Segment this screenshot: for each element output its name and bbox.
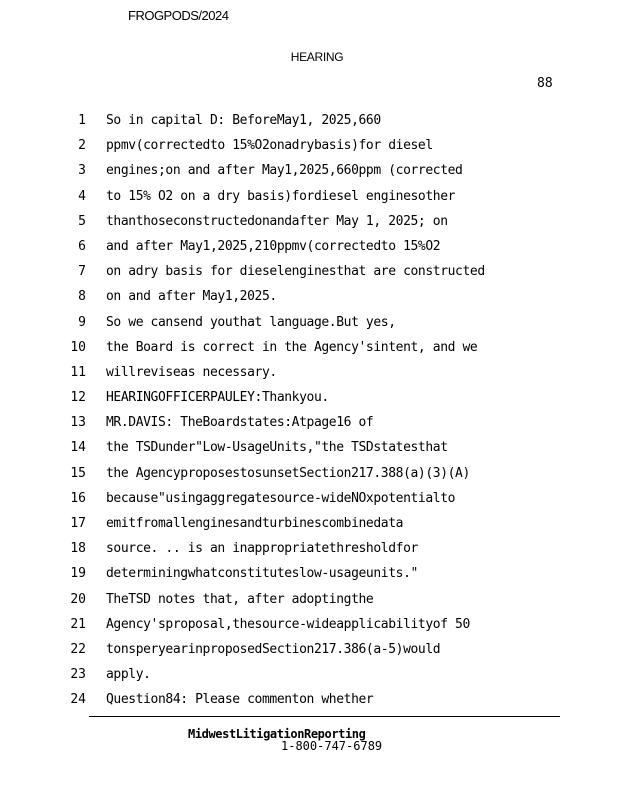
line-text: willreviseas necessary. bbox=[106, 364, 277, 380]
line-number: 10 bbox=[70, 339, 86, 355]
line-text: apply. bbox=[106, 667, 151, 683]
line-number: 6 bbox=[78, 238, 86, 254]
transcript-line bbox=[0, 263, 618, 288]
line-number: 12 bbox=[70, 390, 86, 406]
transcript-line bbox=[0, 641, 618, 666]
line-text: So in capital D: BeforeMay1, 2025,660 bbox=[106, 113, 381, 128]
footer-divider bbox=[89, 716, 560, 717]
line-number: 14 bbox=[70, 440, 86, 456]
line-number: 9 bbox=[78, 314, 86, 330]
line-text: tonsperyearinproposedSection217.386(a-5)would bbox=[106, 641, 441, 657]
transcript-line bbox=[0, 540, 618, 565]
transcript-line bbox=[0, 465, 618, 490]
line-number: 17 bbox=[70, 516, 86, 531]
transcript-line bbox=[0, 591, 618, 616]
transcript-line bbox=[0, 238, 618, 263]
transcript-line bbox=[0, 616, 618, 641]
transcript-line bbox=[0, 439, 618, 464]
line-text: Question84: Please commenton whether bbox=[106, 692, 374, 708]
transcript-line bbox=[0, 288, 618, 313]
line-number: 22 bbox=[70, 641, 86, 657]
line-text: the TSDunder"Low-UsageUnits,"the TSDstatesthat bbox=[106, 440, 448, 456]
footer-phone: 1-800-747-6789 bbox=[281, 739, 383, 753]
line-number: 24 bbox=[70, 692, 86, 708]
line-text: because"usingaggregatesource-wideNOxpotentialto bbox=[106, 490, 456, 506]
line-text: source. .. is an inappropriatethresholdfor bbox=[106, 541, 418, 557]
transcript-line bbox=[0, 389, 618, 414]
transcript-body bbox=[0, 112, 618, 717]
line-text: TheTSD notes that, after adoptingthe bbox=[106, 591, 374, 607]
line-number: 19 bbox=[70, 566, 86, 582]
line-number: 8 bbox=[78, 289, 86, 305]
transcript-line bbox=[0, 490, 618, 515]
line-text: determiningwhatconstituteslow-usageunits." bbox=[106, 566, 418, 582]
page-title: HEARING bbox=[290, 50, 344, 64]
line-text: the AgencyproposestosunsetSection217.388(a)(3)(A) bbox=[106, 465, 470, 481]
line-text: emitfromallenginesandturbinescombinedata bbox=[106, 516, 404, 531]
line-text: the Board is correct in the Agency'sintent, and we bbox=[106, 339, 478, 355]
transcript-line bbox=[0, 162, 618, 187]
transcript-line bbox=[0, 213, 618, 238]
line-text: ppmv(correctedto 15%O2onadrybasis)for diesel bbox=[106, 138, 433, 154]
line-number: 13 bbox=[70, 415, 86, 431]
page-number: 88 bbox=[537, 76, 553, 91]
transcript-line bbox=[0, 691, 618, 716]
line-text: engines;on and after May1,2025,660ppm (corrected bbox=[106, 163, 463, 179]
line-number: 4 bbox=[78, 188, 86, 204]
transcript-line bbox=[0, 515, 618, 540]
line-text: on and after May1,2025. bbox=[106, 289, 277, 305]
line-number: 1 bbox=[78, 113, 86, 128]
header-date: FROGPODS/2024 bbox=[128, 8, 229, 23]
footer-company: MidwestLitigationReporting bbox=[188, 727, 366, 741]
line-number: 2 bbox=[78, 138, 86, 154]
line-text: MR.DAVIS: TheBoardstates:Atpage16 of bbox=[106, 415, 374, 431]
line-text: HEARINGOFFICERPAULEY:Thankyou. bbox=[106, 390, 329, 406]
line-number: 20 bbox=[70, 591, 86, 607]
transcript-line bbox=[0, 364, 618, 389]
line-number: 23 bbox=[70, 667, 86, 683]
line-number: 7 bbox=[78, 264, 86, 280]
transcript-line bbox=[0, 112, 618, 137]
transcript-line bbox=[0, 137, 618, 162]
line-text: So we cansend youthat language.But yes, bbox=[106, 314, 396, 330]
transcript-line bbox=[0, 565, 618, 590]
transcript-line bbox=[0, 314, 618, 339]
line-text: on adry basis for dieselenginesthat are constructed bbox=[106, 264, 485, 280]
line-text: to 15% O2 on a dry basis)fordiesel enginesother bbox=[106, 188, 456, 204]
line-text: Agency'sproposal,thesource-wideapplicabilityof 50 bbox=[106, 616, 470, 632]
transcript-line bbox=[0, 188, 618, 213]
line-number: 15 bbox=[70, 465, 86, 481]
line-number: 16 bbox=[70, 490, 86, 506]
line-number: 21 bbox=[70, 616, 86, 632]
line-text: and after May1,2025,210ppmv(correctedto 15%O2 bbox=[106, 238, 441, 254]
line-number: 3 bbox=[78, 163, 86, 179]
transcript-line bbox=[0, 339, 618, 364]
line-number: 18 bbox=[70, 541, 86, 557]
line-number: 5 bbox=[78, 213, 86, 229]
transcript-line bbox=[0, 666, 618, 691]
line-number: 11 bbox=[70, 364, 86, 380]
transcript-line bbox=[0, 414, 618, 439]
line-text: thanthoseconstructedonandafter May 1, 2025; on bbox=[106, 213, 448, 229]
